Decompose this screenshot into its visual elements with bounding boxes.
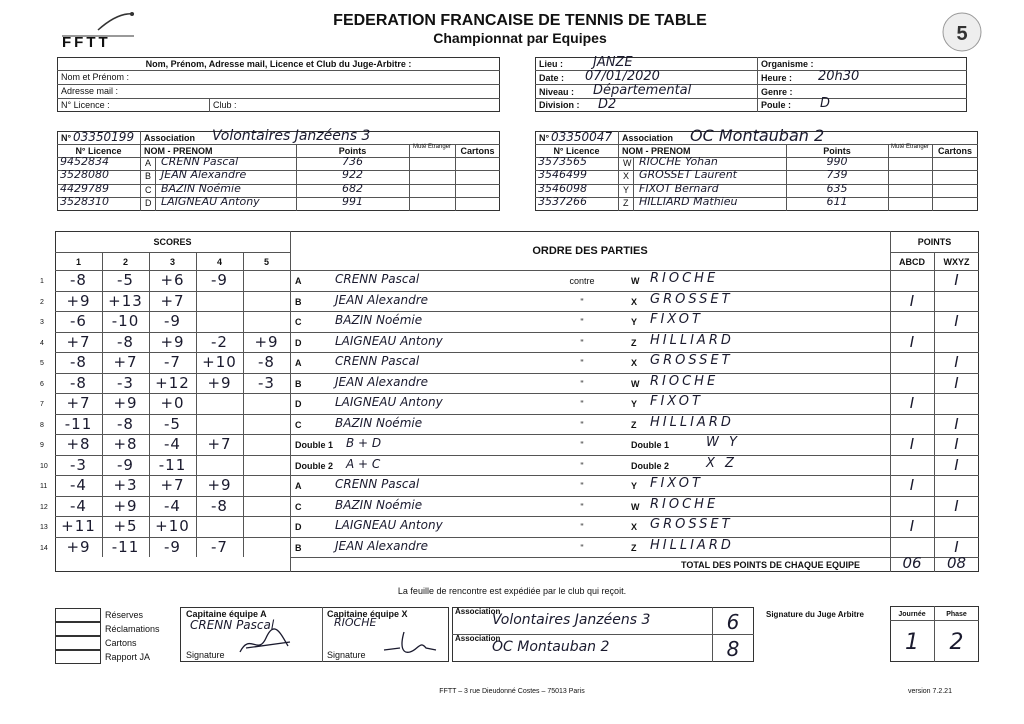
player-name: JEAN Alexandre [161, 168, 247, 182]
versus: contre [569, 276, 595, 286]
point-wxyz: I [954, 312, 959, 330]
checkbox[interactable] [55, 650, 101, 664]
player-a-name: BAZIN Noémie [335, 497, 423, 512]
player-x-name: GROSSET [650, 291, 733, 307]
player-points: 990 [826, 155, 848, 168]
team-a-num: 03350199 [73, 130, 135, 144]
player-x-letter: Double 1 [631, 440, 670, 450]
versus: " [580, 296, 584, 307]
scores-title: SCORES [153, 237, 192, 247]
team-x-assoc: OC Montauban 2 [690, 126, 825, 145]
point-wxyz: I [954, 271, 959, 289]
player-x-letter: W [631, 276, 640, 286]
team-a-col-mute: Muté Etranger [412, 144, 452, 150]
row-number: 6 [40, 380, 44, 388]
player-a-letter: Double 1 [295, 440, 334, 450]
set-score: -5 [117, 271, 134, 289]
page-title: FEDERATION FRANCAISE DE TENNIS DE TABLE [333, 12, 707, 29]
player-name: BAZIN Noémie [161, 181, 241, 195]
organisme-label: Organisme : [761, 59, 814, 69]
total-label: TOTAL DES POINTS DE CHAQUE EQUIPE [681, 560, 861, 570]
player-a-letter: A [295, 276, 302, 286]
point-abcd: I [909, 435, 915, 453]
player-x-name: HILLIARD [650, 332, 734, 348]
score-col-header: 4 [216, 257, 222, 267]
versus: " [580, 337, 584, 348]
set-score: -3 [70, 455, 87, 474]
player-a-name: LAIGNEAU Antony [335, 518, 443, 532]
referee-club-label: Club : [213, 100, 237, 110]
player-a-letter: C [295, 419, 302, 430]
result-score-a: 6 [726, 610, 740, 634]
point-wxyz: I [954, 373, 959, 392]
journee-label: Journée [898, 611, 926, 618]
player-a-letter: B [295, 542, 302, 553]
set-score: -11 [64, 414, 93, 433]
result-assoc-x-label: Association [455, 634, 501, 643]
result-score-x: 8 [726, 637, 740, 661]
point-abcd: I [909, 291, 915, 310]
player-x-letter: Z [631, 542, 637, 553]
player-x-name: RIOCHE [650, 496, 719, 512]
set-score: +9 [113, 496, 138, 515]
set-score: -9 [211, 271, 228, 289]
page-subtitle: Championnat par Equipes [433, 30, 607, 46]
set-score: +12 [155, 373, 190, 392]
player-a-name: JEAN Alexandre [335, 374, 429, 389]
set-score: +11 [61, 517, 96, 535]
set-score: -3 [117, 373, 134, 392]
referee-signature-label: Signature du Juge Arbitre [766, 610, 864, 619]
versus: " [580, 501, 584, 512]
point-abcd: I [909, 517, 915, 535]
checkbox-label: Réclamations [105, 624, 160, 634]
player-points: 736 [342, 155, 363, 168]
player-x-name: GROSSET [650, 517, 733, 532]
heure-value: 20h30 [818, 69, 860, 84]
footer-note: La feuille de rencontre est expédiée par le club qui reçoit. [397, 586, 627, 596]
player-licence: 3546499 [538, 168, 587, 182]
set-score: -8 [70, 271, 87, 289]
point-wxyz: I [954, 414, 959, 433]
player-a-letter: B [295, 296, 302, 307]
set-score: +7 [113, 353, 138, 371]
player-points: 991 [342, 195, 363, 209]
team-a-num-label: N° [61, 133, 72, 143]
lieu-label: Lieu : [539, 59, 563, 69]
player-name: HILLIARD Mathieu [639, 195, 738, 209]
row-number: 12 [40, 503, 48, 511]
player-a-name: CRENN Pascal [335, 272, 420, 286]
player-x-letter: Y [631, 399, 638, 409]
set-score: -8 [117, 332, 134, 351]
player-licence: 9452834 [60, 155, 109, 168]
row-number: 13 [40, 524, 48, 531]
player-name: FIXOT Bernard [639, 181, 719, 195]
player-a-letter: C [295, 501, 302, 512]
row-number: 10 [40, 462, 48, 470]
set-score: +9 [160, 332, 185, 351]
player-a-letter: B [295, 378, 302, 389]
player-points: 611 [826, 195, 848, 209]
set-score: -7 [164, 353, 181, 371]
player-letter: B [145, 171, 152, 182]
set-score: +7 [66, 394, 91, 412]
player-a-letter: A [295, 481, 302, 491]
team-x-col-name: NOM - PRENOM [622, 146, 691, 156]
row-number: 4 [40, 339, 44, 347]
player-x-letter: Z [631, 337, 637, 348]
set-score: -9 [117, 455, 134, 474]
set-score: -4 [164, 435, 181, 453]
heure-label: Heure : [761, 73, 793, 83]
versus: " [580, 378, 584, 389]
set-score: +7 [160, 476, 185, 494]
set-score: -5 [164, 414, 181, 433]
referee-title: Nom, Prénom, Adresse mail, Licence et Club du Juge-Arbitre : [145, 59, 412, 69]
point-wxyz: I [954, 496, 959, 515]
player-a-letter: D [295, 399, 302, 409]
versus: " [580, 399, 584, 409]
phase-label: Phase [946, 611, 967, 618]
point-abcd: I [909, 394, 915, 412]
player-x-letter: Double 2 [631, 460, 670, 471]
division-value: D2 [598, 97, 617, 112]
player-x-name: RIOCHE [650, 373, 719, 389]
player-x-name: FIXOT [650, 312, 703, 327]
set-score: -11 [158, 455, 187, 474]
set-score: -8 [70, 373, 87, 392]
row-number: 3 [40, 319, 44, 326]
team-a-col-cartons: Cartons [460, 146, 495, 156]
player-x-name: FIXOT [650, 476, 703, 491]
set-score: -4 [164, 496, 181, 515]
set-score: +9 [66, 291, 91, 310]
player-x-letter: X [631, 358, 638, 368]
niveau-value: Départemental [593, 83, 692, 98]
score-col-header: 1 [75, 257, 81, 267]
set-score: -9 [164, 537, 181, 556]
score-col-header: 3 [169, 257, 175, 267]
versus: " [580, 419, 584, 430]
set-score: +10 [202, 353, 237, 371]
team-x-col-cartons: Cartons [937, 146, 972, 156]
player-letter: Y [623, 184, 630, 195]
journee-value: 1 [905, 630, 919, 655]
versus: " [580, 440, 584, 450]
poule-label: Poule : [761, 100, 792, 110]
form-version: version 7.2.21 [908, 688, 952, 695]
player-name: LAIGNEAU Antony [161, 195, 260, 209]
row-number: 2 [40, 298, 44, 306]
player-letter: A [145, 158, 152, 168]
point-wxyz: I [954, 537, 959, 556]
team-x-col-mute: Muté Etranger [890, 144, 930, 150]
set-score: -8 [117, 414, 134, 433]
date-value: 07/01/2020 [585, 69, 660, 84]
player-name: GROSSET Laurent [639, 168, 737, 182]
result-assoc-x: OC Montauban 2 [492, 639, 610, 655]
player-licence: 3537266 [538, 195, 587, 209]
set-score: -8 [258, 353, 275, 371]
player-x-name: RIOCHE [650, 271, 719, 286]
set-score: -11 [111, 537, 140, 556]
player-a-letter: D [295, 337, 302, 348]
score-col-header: 5 [263, 257, 269, 267]
player-a-letter: C [295, 317, 302, 327]
points-col-abcd: ABCD [899, 257, 925, 267]
player-letter: C [145, 184, 152, 195]
row-number: 9 [40, 442, 44, 449]
referee-licence-label: N° Licence : [61, 100, 110, 110]
player-name: RIOCHE Yohan [639, 155, 718, 168]
set-score: +0 [160, 394, 185, 412]
team-a-assoc: Volontaires Janzéens 3 [212, 128, 371, 144]
player-x-name: X Z [706, 455, 737, 471]
player-a-name: CRENN Pascal [335, 354, 420, 368]
set-score: -8 [70, 353, 87, 371]
player-licence: 3528310 [60, 195, 109, 209]
set-score: +9 [254, 332, 279, 351]
player-a-letter: Double 2 [295, 460, 334, 471]
set-score: -8 [211, 496, 228, 515]
team-x-col-points: Points [823, 146, 851, 156]
point-wxyz: I [954, 455, 959, 474]
player-licence: 3546098 [538, 181, 587, 195]
player-licence: 3528080 [60, 168, 109, 182]
genre-label: Genre : [761, 87, 793, 97]
player-a-name: LAIGNEAU Antony [335, 395, 443, 409]
svg-text:5: 5 [956, 23, 968, 45]
checkbox-label: Rapport JA [105, 652, 151, 662]
versus: " [580, 358, 584, 368]
captain-x-signature [380, 628, 440, 658]
player-x-name: FIXOT [650, 394, 703, 409]
points-title: POINTS [917, 237, 952, 247]
row-number: 11 [40, 483, 48, 490]
score-col-header: 2 [122, 257, 128, 267]
set-score: -4 [70, 476, 87, 494]
row-number: 14 [40, 544, 48, 552]
player-points: 682 [342, 181, 363, 195]
set-score: -4 [70, 496, 87, 515]
poule-value: D [820, 96, 831, 111]
player-letter: W [623, 158, 632, 168]
set-score: +9 [207, 476, 232, 494]
row-number: 5 [40, 360, 44, 367]
captain-a-name: CRENN Pascal [190, 618, 275, 632]
fftt-logo [58, 8, 138, 52]
player-x-letter: X [631, 296, 638, 307]
player-x-name: HILLIARD [650, 537, 734, 553]
set-score: +7 [160, 291, 185, 310]
player-points: 739 [826, 168, 848, 182]
set-score: +5 [113, 517, 138, 535]
player-a-name: B + D [346, 436, 382, 450]
versus: " [580, 522, 584, 532]
point-abcd: I [909, 476, 915, 494]
player-a-name: LAIGNEAU Antony [335, 333, 443, 348]
row-number: 7 [40, 401, 44, 408]
versus: " [580, 460, 584, 471]
set-score: -10 [111, 312, 140, 330]
player-a-name: BAZIN Noémie [335, 313, 423, 327]
player-letter: Z [623, 198, 629, 209]
player-licence: 3573565 [538, 155, 587, 168]
phase-value: 2 [949, 630, 964, 655]
player-x-letter: X [631, 522, 638, 532]
player-a-name: A + C [346, 456, 381, 471]
set-score: -2 [211, 332, 228, 351]
set-score: -7 [211, 537, 228, 556]
player-x-name: HILLIARD [650, 414, 734, 430]
set-score: +10 [155, 517, 190, 535]
player-name: CRENN Pascal [161, 155, 239, 168]
row-number: 1 [40, 278, 44, 285]
division-label: Division : [539, 100, 580, 110]
anniversary-logo [940, 10, 984, 54]
logo-text: FFTT [62, 34, 111, 51]
set-score: +7 [66, 332, 91, 351]
player-x-letter: Y [631, 481, 638, 491]
set-score: +9 [113, 394, 138, 412]
captain-a-signature [236, 628, 296, 658]
point-abcd: I [909, 332, 915, 351]
player-letter: X [623, 171, 630, 182]
referee-name-label: Nom et Prénom : [61, 72, 130, 82]
player-a-name: CRENN Pascal [335, 477, 420, 491]
order-title: ORDRE DES PARTIES [532, 245, 648, 257]
player-points: 635 [826, 181, 848, 195]
captain-a-signature-label: Signature [186, 650, 225, 660]
set-score: +9 [207, 373, 232, 392]
player-licence: 4429789 [60, 181, 109, 195]
checkbox[interactable] [55, 636, 101, 650]
set-score: +3 [113, 476, 138, 494]
referee-email-label: Adresse mail : [61, 86, 119, 96]
niveau-label: Niveau : [539, 87, 575, 97]
set-score: +9 [66, 537, 91, 556]
versus: " [580, 317, 584, 327]
set-score: +7 [207, 435, 232, 453]
captain-a-label: Capitaine équipe A [186, 609, 267, 619]
player-x-letter: W [631, 378, 640, 389]
set-score: -9 [164, 312, 181, 330]
captain-x-signature-label: Signature [327, 650, 366, 660]
checkbox[interactable] [55, 622, 101, 636]
team-a-assoc-label: Association [144, 133, 196, 143]
set-score: +8 [113, 435, 138, 453]
team-x-num-label: N° [539, 133, 550, 143]
captain-x-label: Capitaine équipe X [327, 609, 408, 619]
captain-x-name: RIOCHE [334, 616, 377, 629]
lieu-value: JANZE [593, 55, 633, 70]
player-x-letter: W [631, 501, 640, 512]
result-assoc-a: Volontaires Janzéens 3 [492, 612, 651, 628]
checkbox-label: Réserves [105, 610, 144, 620]
team-x-num: 03350047 [551, 130, 613, 144]
player-a-letter: A [295, 358, 302, 368]
player-x-name: W Y [706, 435, 740, 450]
set-score: -6 [70, 312, 87, 330]
row-number: 8 [40, 421, 44, 429]
team-a-col-points: Points [338, 146, 367, 156]
result-assoc-a-label: Association [455, 607, 501, 616]
set-score: +6 [160, 271, 185, 289]
player-a-name: JEAN Alexandre [335, 292, 429, 307]
checkbox-label: Cartons [105, 638, 137, 648]
team-x-col-licence: N° Licence [553, 146, 600, 156]
player-a-letter: D [295, 522, 302, 532]
checkbox[interactable] [55, 608, 101, 622]
player-a-name: JEAN Alexandre [335, 538, 429, 553]
team-x-assoc-label: Association [622, 133, 674, 143]
team-a-col-licence: N° Licence [75, 146, 122, 156]
versus: " [580, 542, 584, 553]
player-points: 922 [342, 168, 363, 182]
set-score: +13 [108, 291, 143, 310]
date-label: Date : [539, 73, 565, 83]
points-col-wxyz: WXYZ [943, 257, 970, 267]
player-x-letter: Z [631, 419, 637, 430]
total-a: 06 [902, 554, 922, 572]
total-x: 08 [946, 554, 967, 572]
player-x-letter: Y [631, 317, 638, 327]
versus: " [580, 481, 584, 491]
set-score: +8 [66, 435, 91, 453]
player-a-name: BAZIN Noémie [335, 415, 423, 430]
point-wxyz: I [954, 353, 959, 371]
federation-address: FFTT – 3 rue Dieudonné Costes – 75013 Paris [439, 688, 585, 695]
set-score: -3 [258, 373, 275, 392]
player-x-name: GROSSET [650, 353, 733, 368]
point-wxyz: I [954, 435, 959, 453]
player-letter: D [145, 198, 152, 209]
team-a-col-name: NOM - PRENOM [144, 146, 213, 156]
